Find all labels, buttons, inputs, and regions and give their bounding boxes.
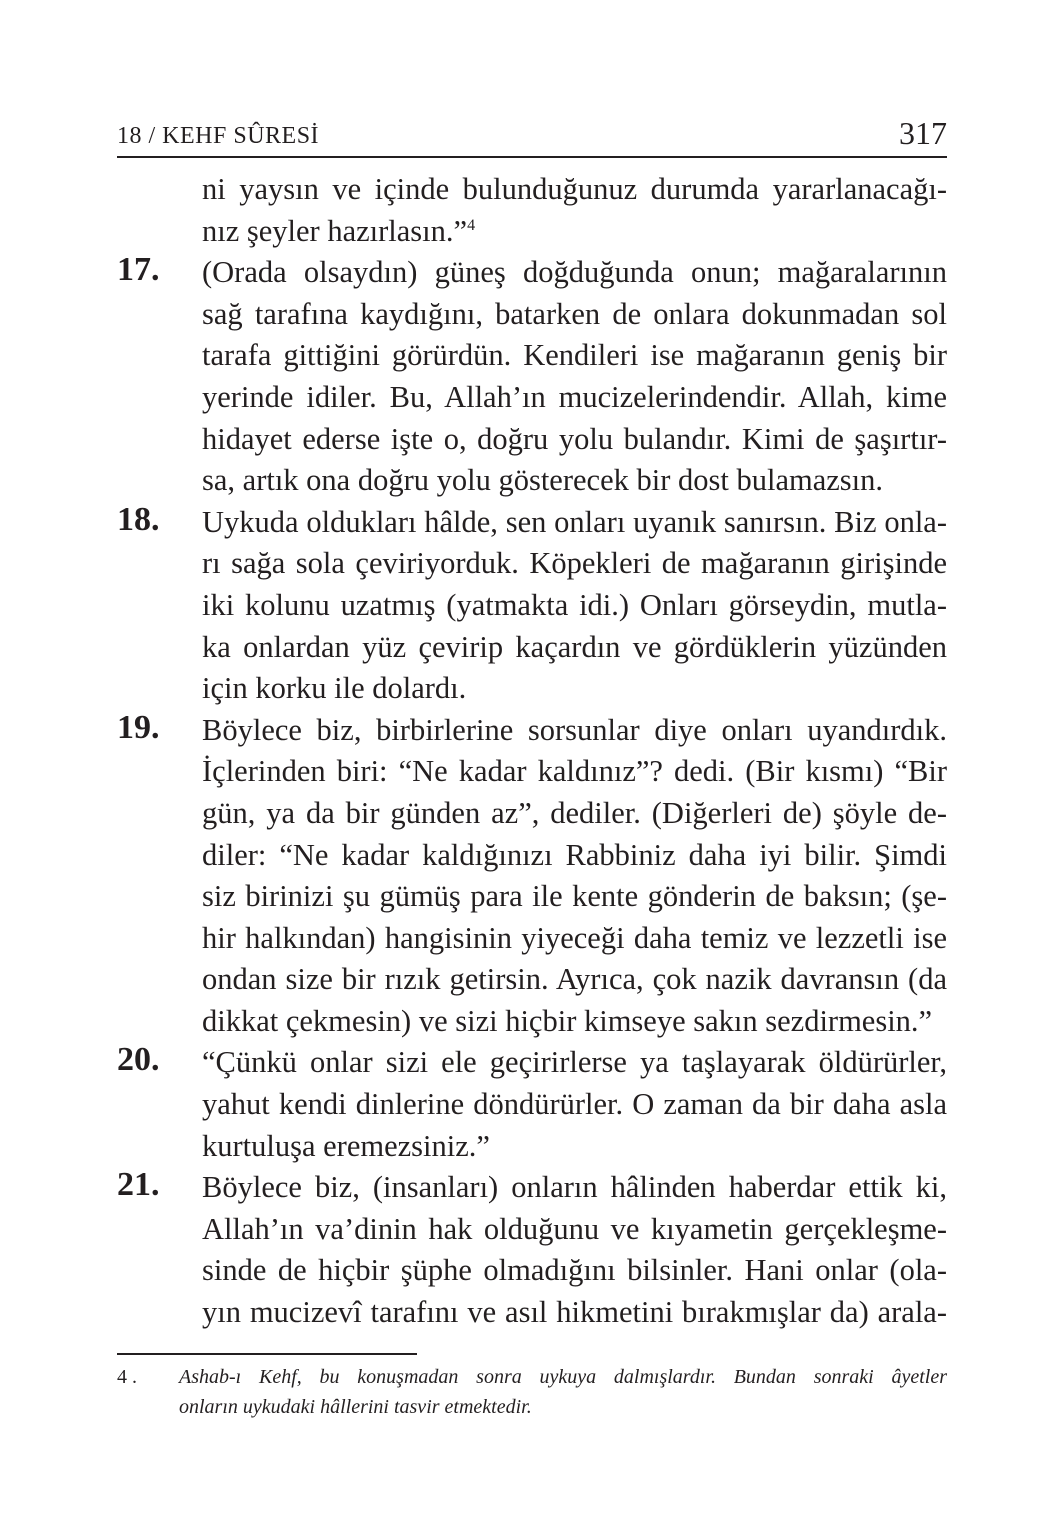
line-text-content: yın mucizevî tarafını ve asıl hikmetini bırakmışlar da) arala- [202,1295,947,1330]
text-line [117,875,947,917]
footnote-separator [117,1353,417,1355]
text-line [117,293,947,335]
line-text-content: Uykuda oldukları hâlde, sen onları uyanık sanırsın. Biz onla- [202,504,947,539]
line-text-content: ka onlardan yüz çevirip kaçardın ve gördüklerin yüzünden [202,629,947,664]
line-text-content: sinde de hiçbir şüphe olmadığını bilsinler. Hani onlar (ola- [202,1253,947,1288]
line-text-content: yerinde idiler. Bu, Allah’ın mucizelerindendir. Allah, kime [202,379,947,414]
line-text-content: kurtuluşa eremezsiniz.” [202,1128,490,1163]
line-text [202,338,947,372]
verse-number: 20. [117,1041,160,1079]
text-line [117,251,947,293]
text-line [117,958,947,1000]
line-text [202,879,947,913]
footnote-line: Ashab-ı Kehf, bu konuşmadan sonra uykuya dalmışlardır. Bundan sonraki âyetler [179,1366,947,1388]
text-line [117,1166,947,1208]
line-text [202,796,947,830]
line-text-content: nız şeyler hazırlasın.” [202,213,468,248]
text-line [117,334,947,376]
line-text-content: Allah’ın va’dinin hak olduğunu ve kıyametin gerçekleşme- [202,1211,947,1246]
line-text [202,255,947,289]
text-line [117,584,947,626]
verse-number: 21. [117,1166,160,1204]
line-text [202,1170,947,1204]
line-text [202,1253,947,1287]
line-text [202,546,947,580]
line-text-content: Böylece biz, (insanları) onların hâlinden haberdar ettik ki, [202,1170,947,1205]
line-text [202,671,947,705]
text-line [117,750,947,792]
line-text-content: hidayet ederse işte o, doğru yolu bulandır. Kimi de şaşırtır- [202,421,947,456]
verse-number: 19. [117,708,160,746]
line-text [202,505,947,539]
text-line [117,1041,947,1083]
verse-number: 17. [117,251,160,289]
line-text [202,1212,947,1246]
text-line [117,376,947,418]
line-text-content: için korku ile dolardı. [202,671,467,706]
footnote [117,1362,947,1422]
text-line [117,501,947,543]
line-text-content: gün, ya da bir günden az”, dediler. (Diğerleri de) şöyle de- [202,795,947,830]
line-text [202,713,947,747]
text-line [117,210,947,252]
running-title: 18 / KEHF SÛRESİ [117,123,320,149]
line-text [202,172,947,206]
line-text [202,1004,947,1038]
text-line [117,792,947,834]
text-line [117,917,947,959]
line-text-content: iki kolunu uzatmış (yatmakta idi.) Onları görseydin, mutla- [202,587,947,622]
line-text [202,214,947,248]
line-text [202,838,947,872]
page-number: 317 [899,115,947,151]
line-text [202,588,947,622]
line-text [202,962,947,996]
line-text-content: “Çünkü onlar sizi ele geçirirlerse ya taşlayarak öldürürler, [202,1045,947,1080]
line-text-content: yahut kendi dinlerine döndürürler. O zaman da bir daha asla [202,1087,947,1122]
text-line [117,1208,947,1250]
line-text [202,754,947,788]
text-line [117,1125,947,1167]
text-line [117,1291,947,1333]
text-line [117,1249,947,1291]
line-text [202,297,947,331]
text-line [117,542,947,584]
line-text-content: ni yaysın ve içinde bulunduğunuz durumda yararlanacağı- [202,172,947,206]
line-text-content: Böylece biz, birbirlerine sorsunlar diye onları uyandırdık. [202,712,947,747]
text-line [117,626,947,668]
text-line [117,418,947,460]
footnote-number: 4 . [117,1366,137,1388]
line-text [202,1087,947,1121]
line-text [202,1295,947,1329]
line-text-content: siz birinizi şu gümüş para ile kente gönderin de baksın; (şe- [202,879,947,914]
line-text-content: diler: “Ne kadar kaldığınızı Rabbiniz daha iyi bilir. Şimdi [202,837,947,872]
line-text-content: ondan size bir rızık getirsin. Ayrıca, çok nazik davransın (da [202,962,947,997]
text-line [117,459,947,501]
line-text [202,630,947,664]
page-header [117,112,947,158]
line-text-content: İçlerinden biri: “Ne kadar kaldınız”? dedi. (Bir kısmı) “Bir [202,754,947,789]
line-text-content: hir halkından) hangisinin yiyeceği daha temiz ve lezzetli ise [202,920,947,955]
footnote-line: onların uykudaki hâllerini tasvir etmektedir. [179,1396,532,1418]
text-line [117,168,947,210]
footnote-reference: 4 [467,216,476,234]
line-text [202,1129,947,1163]
verse-text-block [117,168,947,1333]
line-text [202,921,947,955]
line-text-content: dikkat çekmesin) ve sizi hiçbir kimseye sakın sezdirmesin.” [202,1003,933,1038]
line-text [202,463,947,497]
line-text-content: (Orada olsaydın) güneş doğduğunda onun; mağaralarının [202,255,947,290]
text-line [117,834,947,876]
verse-number: 18. [117,500,160,538]
line-text [202,1045,947,1079]
line-text-content: sağ tarafına kaydığını, batarken de onlara dokunmadan sol [202,296,947,331]
text-line [117,1083,947,1125]
line-text-content: rı sağa sola çeviriyorduk. Köpekleri de mağaranın girişinde [202,546,947,581]
line-text [202,422,947,456]
line-text-content: tarafa gittiğini görürdün. Kendileri ise mağaranın geniş bir [202,338,947,373]
text-line [117,1000,947,1042]
line-text-content: sa, artık ona doğru yolu gösterecek bir dost bulamazsın. [202,463,883,498]
text-line [117,709,947,751]
line-text [202,380,947,414]
text-line [117,667,947,709]
